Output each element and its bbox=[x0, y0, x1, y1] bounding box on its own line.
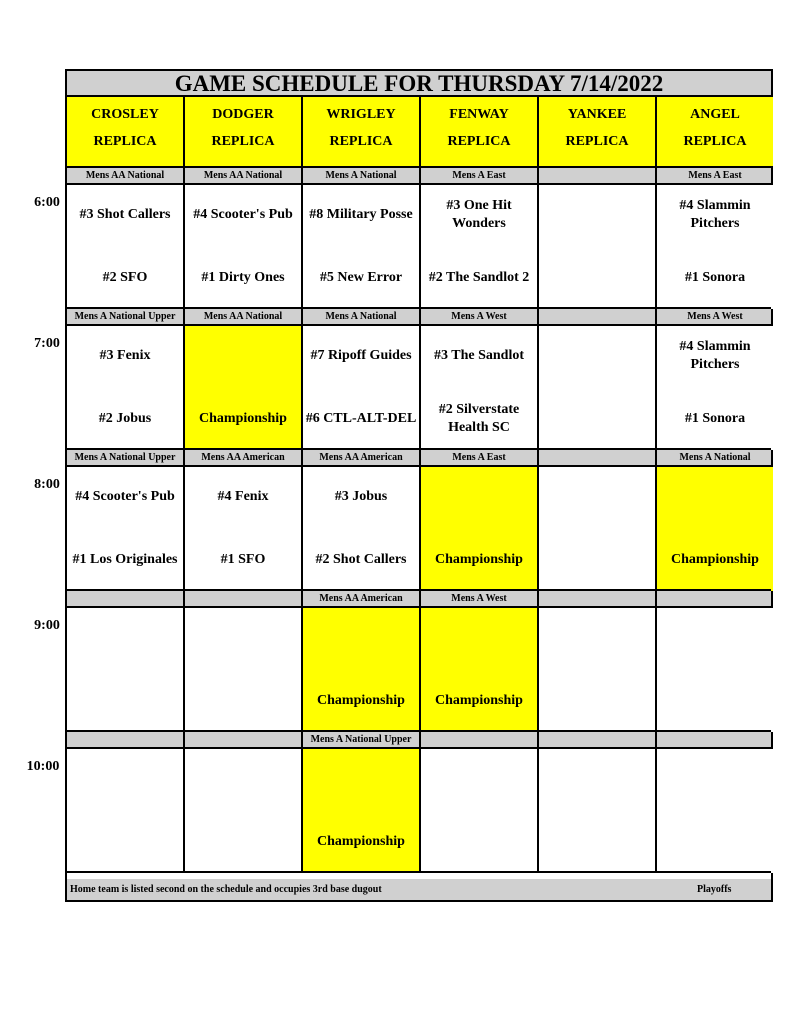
division-label bbox=[421, 732, 539, 747]
field-name: ANGEL bbox=[690, 107, 740, 122]
field-name: CROSLEY bbox=[91, 107, 159, 122]
empty-cell bbox=[539, 185, 657, 309]
division-label: Mens A National bbox=[303, 309, 421, 324]
time-label: 8:00 bbox=[34, 477, 60, 492]
away-team: #8 Military Posse bbox=[309, 207, 413, 222]
championship-cell bbox=[421, 467, 539, 591]
division-label: Mens AA American bbox=[303, 450, 421, 465]
away-team: #4 Slammin Pitchers bbox=[679, 198, 751, 231]
field-header-fenway bbox=[421, 97, 539, 168]
away-team: #3 Fenix bbox=[99, 348, 151, 363]
game-slot-row bbox=[67, 749, 771, 873]
empty-cell bbox=[185, 608, 303, 732]
footer-bar bbox=[67, 879, 771, 900]
away-team: #4 Scooter's Pub bbox=[75, 489, 175, 504]
division-label: Mens A National Upper bbox=[67, 309, 185, 324]
home-team: #2 SFO bbox=[102, 270, 148, 285]
game-cell bbox=[67, 467, 185, 591]
division-label: Mens A West bbox=[421, 309, 539, 324]
championship-label: Championship bbox=[671, 552, 759, 567]
field-name: YANKEE bbox=[567, 107, 627, 122]
game-cell bbox=[421, 326, 539, 450]
empty-cell bbox=[67, 608, 185, 732]
empty-cell bbox=[657, 749, 773, 873]
field-subtitle: REPLICA bbox=[211, 134, 275, 149]
championship-cell bbox=[421, 608, 539, 732]
home-team: #2 The Sandlot 2 bbox=[428, 270, 530, 285]
time-label: 9:00 bbox=[34, 618, 60, 633]
home-team: #1 Los Originales bbox=[72, 552, 178, 567]
division-label: Mens A East bbox=[421, 450, 539, 465]
empty-cell bbox=[67, 749, 185, 873]
division-label bbox=[67, 591, 185, 606]
game-cell bbox=[303, 326, 421, 450]
time-label: 7:00 bbox=[34, 336, 60, 351]
division-label: Mens A National Upper bbox=[67, 450, 185, 465]
division-label bbox=[539, 732, 657, 747]
championship-label: Championship bbox=[317, 693, 405, 708]
division-label bbox=[539, 591, 657, 606]
field-header-yankee bbox=[539, 97, 657, 168]
empty-cell bbox=[539, 608, 657, 732]
empty-cell bbox=[539, 467, 657, 591]
home-team: #1 Sonora bbox=[684, 411, 746, 426]
home-team: #2 Jobus bbox=[98, 411, 152, 426]
division-row bbox=[67, 309, 771, 326]
division-label bbox=[67, 732, 185, 747]
division-label bbox=[539, 309, 657, 324]
division-label bbox=[539, 168, 657, 183]
game-slot-row bbox=[67, 467, 771, 591]
division-label bbox=[539, 450, 657, 465]
home-team: #2 Silverstate Health SC bbox=[438, 402, 520, 435]
game-slot-row bbox=[67, 608, 771, 732]
empty-cell bbox=[657, 608, 773, 732]
field-header-dodger bbox=[185, 97, 303, 168]
division-label: Mens AA American bbox=[185, 450, 303, 465]
game-cell bbox=[657, 185, 773, 309]
field-name: DODGER bbox=[212, 107, 274, 122]
away-team: #3 One Hit Wonders bbox=[446, 198, 512, 231]
away-team: #4 Fenix bbox=[217, 489, 269, 504]
page-title: GAME SCHEDULE FOR THURSDAY 7/14/2022 bbox=[67, 71, 771, 97]
game-cell bbox=[303, 467, 421, 591]
field-name: WRIGLEY bbox=[326, 107, 396, 122]
away-team: #3 Jobus bbox=[334, 489, 388, 504]
home-team: #5 New Error bbox=[319, 270, 403, 285]
field-header-crosley bbox=[67, 97, 185, 168]
division-label: Mens AA American bbox=[303, 591, 421, 606]
time-label: 10:00 bbox=[26, 759, 60, 774]
game-slot-row bbox=[67, 185, 771, 309]
championship-cell bbox=[185, 326, 303, 450]
championship-label: Championship bbox=[435, 552, 523, 567]
championship-cell bbox=[657, 467, 773, 591]
division-label: Mens A East bbox=[421, 168, 539, 183]
field-header-wrigley bbox=[303, 97, 421, 168]
field-subtitle: REPLICA bbox=[565, 134, 629, 149]
game-cell bbox=[303, 185, 421, 309]
division-label: Mens A National bbox=[679, 452, 751, 463]
field-subtitle: REPLICA bbox=[447, 134, 511, 149]
away-team: #4 Slammin Pitchers bbox=[679, 339, 751, 372]
away-team: #7 Ripoff Guides bbox=[310, 348, 412, 363]
game-cell bbox=[657, 326, 773, 450]
game-cell bbox=[421, 185, 539, 309]
championship-label: Championship bbox=[317, 834, 405, 849]
division-label bbox=[657, 732, 773, 747]
division-label bbox=[185, 591, 303, 606]
field-name: FENWAY bbox=[449, 107, 509, 122]
division-label bbox=[185, 732, 303, 747]
game-cell bbox=[185, 185, 303, 309]
playoffs-legend: Playoffs bbox=[697, 884, 732, 895]
championship-label: Championship bbox=[199, 411, 287, 426]
division-label: Mens AA National bbox=[185, 168, 303, 183]
field-subtitle: REPLICA bbox=[683, 134, 747, 149]
empty-cell bbox=[421, 749, 539, 873]
championship-cell bbox=[303, 749, 421, 873]
division-label: Mens A West bbox=[421, 591, 539, 606]
field-subtitle: REPLICA bbox=[93, 134, 157, 149]
division-label: Mens A National Upper bbox=[303, 732, 421, 747]
home-team: #1 SFO bbox=[220, 552, 266, 567]
away-team: #4 Scooter's Pub bbox=[193, 207, 293, 222]
footer-note: Home team is listed second on the schedule and occupies 3rd base dugout bbox=[70, 884, 382, 895]
away-team: #3 Shot Callers bbox=[79, 207, 171, 222]
empty-cell bbox=[539, 326, 657, 450]
time-label: 6:00 bbox=[34, 195, 60, 210]
game-slot-row bbox=[67, 326, 771, 450]
empty-cell bbox=[185, 749, 303, 873]
division-label: Mens AA National bbox=[185, 309, 303, 324]
home-team: #1 Sonora bbox=[684, 270, 746, 285]
game-cell bbox=[67, 326, 185, 450]
division-label: Mens AA National bbox=[67, 168, 185, 183]
division-label bbox=[657, 591, 773, 606]
division-label: Mens A West bbox=[687, 311, 743, 322]
field-subtitle: REPLICA bbox=[329, 134, 393, 149]
home-team: #6 CTL-ALT-DEL bbox=[305, 411, 417, 426]
empty-cell bbox=[539, 749, 657, 873]
division-row bbox=[67, 732, 771, 749]
home-team: #2 Shot Callers bbox=[315, 552, 407, 567]
game-cell bbox=[185, 467, 303, 591]
schedule-sheet bbox=[65, 69, 773, 902]
home-team: #1 Dirty Ones bbox=[201, 270, 285, 285]
field-header-angel bbox=[657, 97, 773, 168]
championship-cell bbox=[303, 608, 421, 732]
division-row bbox=[67, 450, 771, 467]
game-cell bbox=[67, 185, 185, 309]
row-divider bbox=[67, 871, 771, 873]
away-team: #3 The Sandlot bbox=[434, 348, 524, 363]
division-label: Mens A East bbox=[688, 170, 742, 181]
division-row bbox=[67, 168, 771, 185]
division-label: Mens A National bbox=[303, 168, 421, 183]
division-row bbox=[67, 591, 771, 608]
championship-label: Championship bbox=[435, 693, 523, 708]
